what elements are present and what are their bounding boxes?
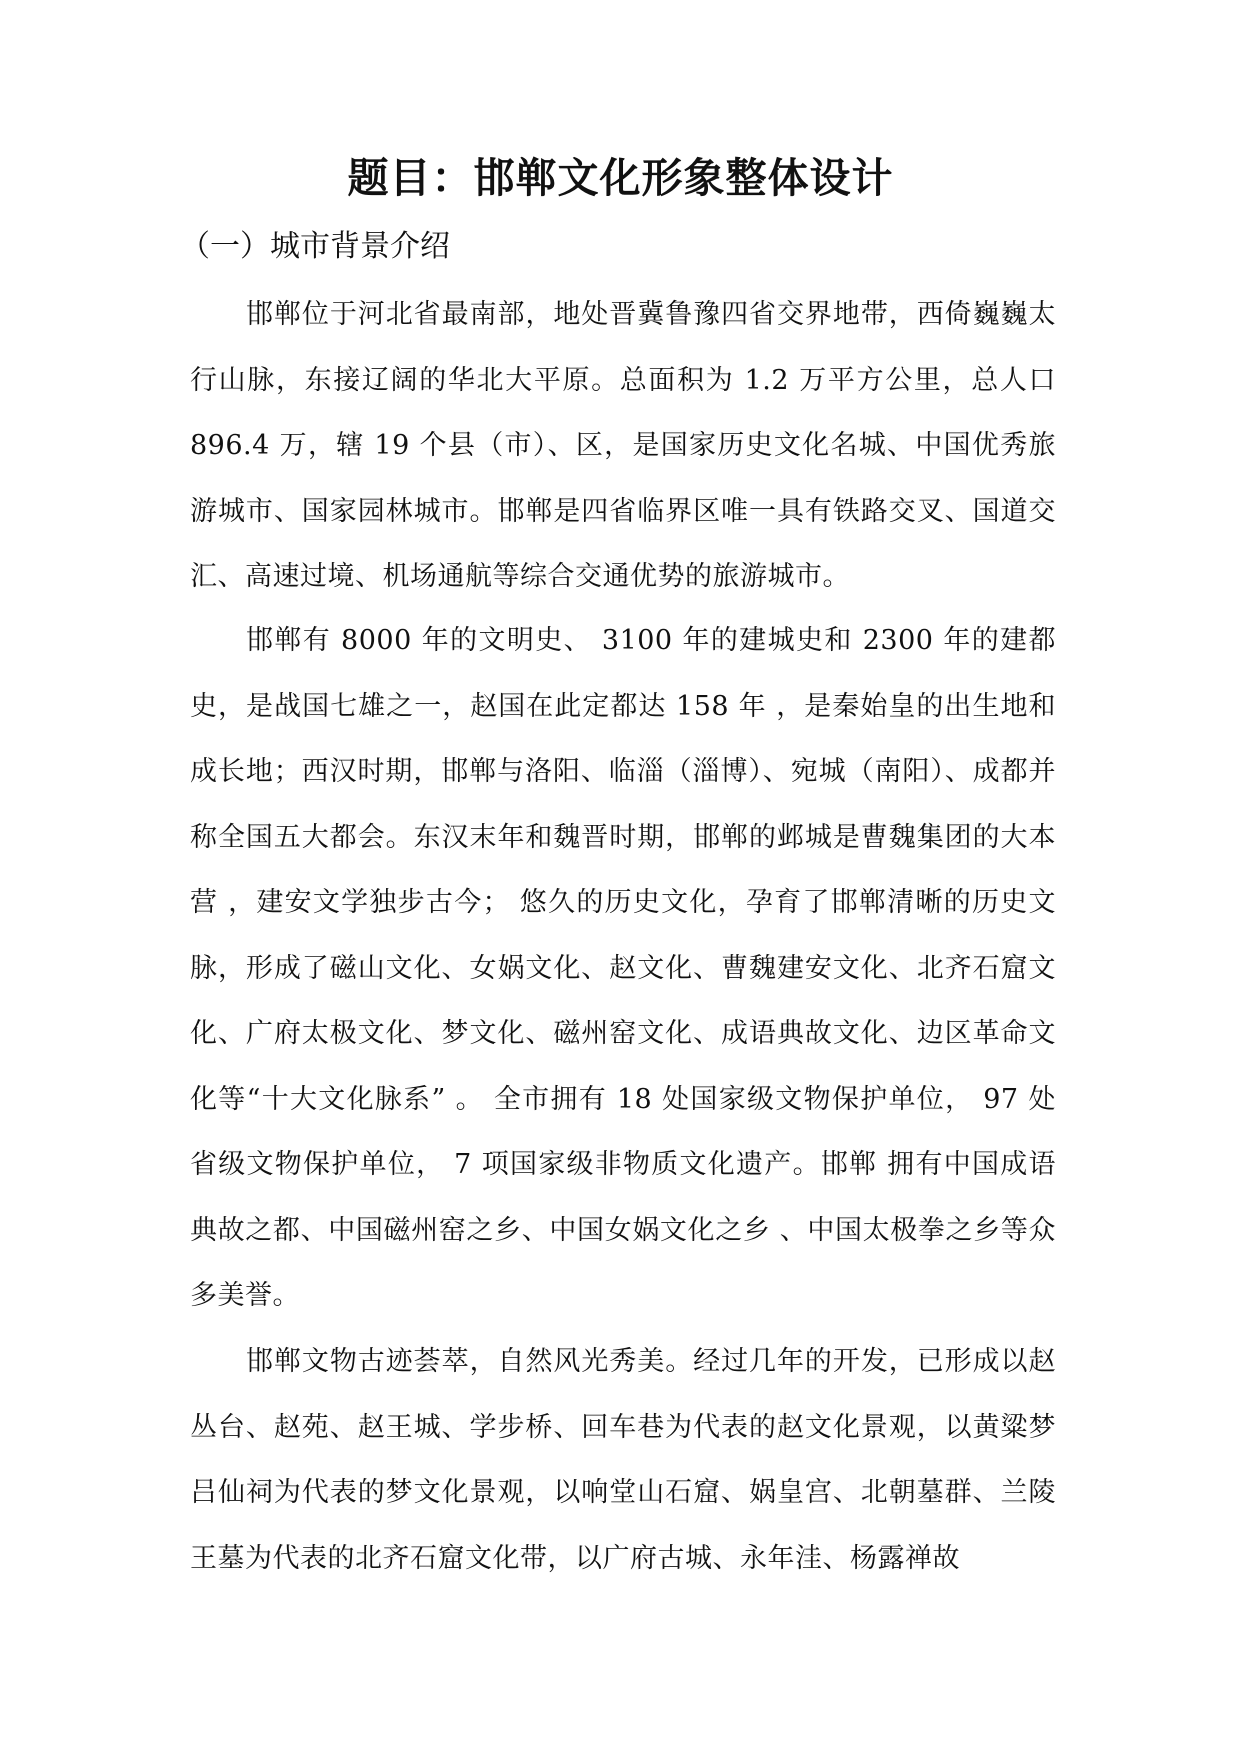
paragraph-cultural-sites: 邯郸文物古迹荟萃，自然风光秀美。经过几年的开发，已形成以赵丛台、赵苑、赵王城、学步桥、回车巷为代表的赵文化景观，以黄粱梦吕仙祠为代表的梦文化景观，以响堂山石窟、娲皇宫、北朝墓群、兰陵王墓为代表的北齐石窟文化带，以广府古城、永年洼、杨露禅故 <box>190 1346 1056 1574</box>
paragraph-city-history: 邯郸有 8000 年的文明史、 3100 年的建城史和 2300 年的建都史，是战国七雄之一，赵国在此定都达 158 年 ，是秦始皇的出生地和成长地；西汉时期，邯郸与洛阳、临淄（淄博）、宛城（南阳）、成都并称全国五大都会。东汉末年和魏晋时期，邯郸的邺城是曹魏集团的大本营 ，建安文学独步古今； 悠久的历史文化，孕育了邯郸清晰的历史文脉，形成了磁山文化、女娲文化、赵文化、曹魏建安文化、北齐石窟文化、广府太极文化、梦文化、磁州窑文化、成语典故文化、边区革命文化等“十大文化脉系” 。 全市拥有 18 处国家级文物保护单位， 97 处省级文物保护单位， 7 项国家级非物质文化遗产。邯郸 拥有中国成语典故之都、中国磁州窑之乡、中国女娲文化之乡 、中国太极拳之乡等众多美誉。 <box>190 625 1056 1311</box>
document-title: 题目：邯郸文化形象整体设计 <box>347 154 894 202</box>
section-heading: （一）城市背景介绍 <box>180 229 450 264</box>
paragraph-city-location: 邯郸位于河北省最南部，地处晋冀鲁豫四省交界地带，西倚巍巍太行山脉，东接辽阔的华北大平原。总面积为 1.2 万平方公里，总人口 896.4 万，辖 19 个县（市）、区，是国家历史文化名城、中国优秀旅游城市、国家园林城市。邯郸是四省临界区唯一具有铁路交叉、国道交汇、高速过境、机场通航等综合交通优势的旅游城市。 <box>190 299 1056 592</box>
